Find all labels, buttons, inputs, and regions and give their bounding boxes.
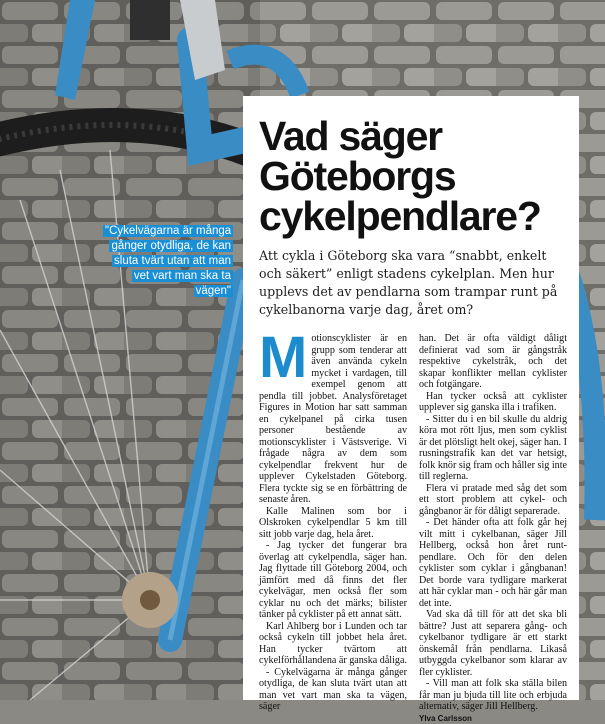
article-column-1 <box>259 333 407 724</box>
body-paragraph: - Jag tycker det fungerar bra överlag att cykelpendla, säger han. Jag flyttade till Göteborg 2004, och jämfört med då finns det fler cykelvägar, men också fler som cyklar nu och det märks; bilister tänker på cyklister på ett annat sätt. <box>259 540 407 621</box>
body-paragraph: Kalle Malinen som bor i Olskroken cykelpendlar 5 km till sitt jobb varje dag, hela året. <box>259 506 407 541</box>
body-paragraph: - Sitter du i en bil skulle du aldrig köra mot rött ljus, men som cyklist är det plötsligt helt okej, säger han. I rusningstrafik kan det var hetsigt, folk knör sig fram och håller sig inte till reglerna. <box>419 414 567 483</box>
body-paragraph: - Det händer ofta att folk går hej vilt mitt i cykelbanan, säger Jill Hellberg, också hon året runt-pendlare. Och för den delen cyklister som cyklar i gångbanan! Det borde vara tydligare markerat att här cyklar man - och här går man det inte. <box>419 517 567 609</box>
byline: Ylva Carlsson <box>419 713 567 724</box>
body-paragraph: - Vill man att folk ska ställa bilen får man ju bjuda till lite och erbjuda alternativ, säger Jill Hellberg. <box>419 678 567 713</box>
article-column-2 <box>419 333 567 724</box>
article-body <box>259 333 568 724</box>
article-headline: Vad säger Göteborgs cykelpendlare? <box>259 116 568 236</box>
body-paragraph: Vad ska då till för att det ska bli bättre? Just att separera gång- och cykelbanor tydligare är ett starkt önskemål från pendlarna. Likaså utbyggda cykelbanor som klarar av fler cyklister. <box>419 609 567 678</box>
body-paragraph: - Cykelvägarna är många gånger otydliga, de kan sluta tvärt utan att man vet vart man ska ta vägen, säger <box>259 667 407 713</box>
pull-quote-text: "Cykelvägarna är många gånger otydliga, de kan sluta tvärt utan att man vet vart man ska ta vägen" <box>103 225 233 297</box>
body-paragraph: Han tycker också att cyklister upplever sig ganska illa i trafiken. <box>419 391 567 414</box>
body-paragraph: Flera vi pratade med såg det som ett stort problem att cykel- och gångbanor är för dåligt separerade. <box>419 483 567 518</box>
body-paragraph: han. Det är ofta väldigt dåligt definierat vad som är gångstråk respektive cykelstråk, och det skapar konflikter mellan cyklister och fotgängare. <box>419 333 567 391</box>
drop-cap: M <box>259 335 307 381</box>
pull-quote <box>103 224 233 299</box>
article-card <box>243 96 579 700</box>
body-paragraph: Karl Ahlberg bor i Lunden och tar också cykeln till jobbet hela året. Han tycker tvärtom att cykelförhållandena är ganska dåliga. <box>259 621 407 667</box>
article-lead: Att cykla i Göteborg ska vara “snabbt, enkelt och säkert” enligt stadens cykelplan. Men hur upplevs det av pendlarna som trampar runt på cykelbanorna varje dag, året om? <box>259 247 568 319</box>
body-paragraph: Motionscyklister är en grupp som tenderar att även använda cykeln mycket i vardagen, till exempel genom att pendla till jobbet. Analysföretaget Figures in Motion har satt samman en cykelpanel på cirka tusen personer bestående av motionscyklister i Västsverige. Vi frågade några av dem som cykelpendlar frekvent hur de upplever Cykelstaden Göteborg. Flera tyckte sig se en förbättring de senaste åren. <box>259 333 407 506</box>
